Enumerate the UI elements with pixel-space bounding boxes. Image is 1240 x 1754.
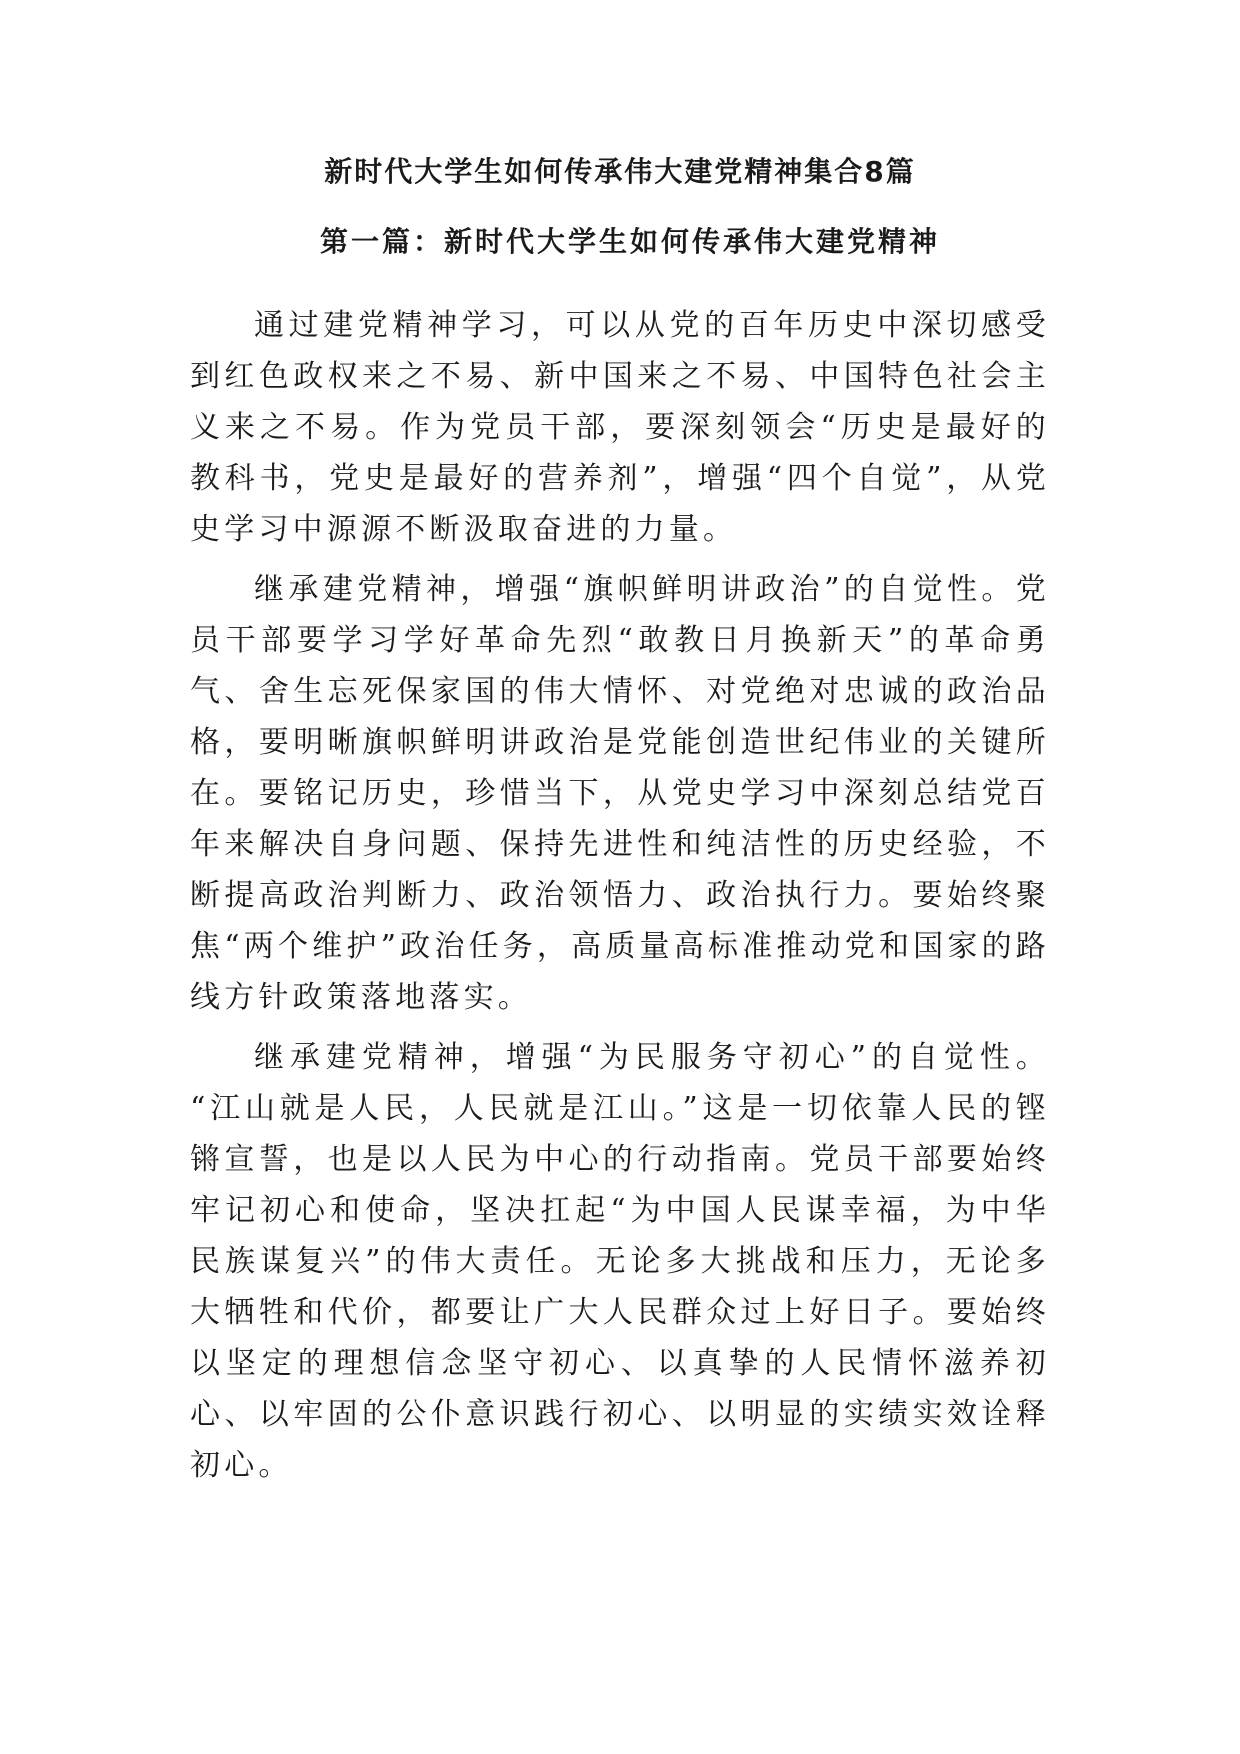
section-subtitle: 第一篇：新时代大学生如何传承伟大建党精神 — [320, 225, 941, 258]
body-paragraph: 通过建党精神学习，可以从党的百年历史中深切感受到红色政权来之不易、新中国来之不易、中国特色社会主义来之不易。作为党员干部，要深刻领会“历史是最好的教科书，党史是最好的营养剂”，增强“四个自觉”，从党史学习中源源不断汲取奋进的力量。 — [190, 308, 1050, 547]
body-paragraph: 继承建党精神，增强“为民服务守初心”的自觉性。 “江山就是人民，人民就是江山。”这是一切依靠人民的铿锵宣誓，也是以人民为中心的行动指南。党员干部要始终牢记初心和使命，坚决扛起“为中国人民谋幸福，为中华民族谋复兴”的伟大责任。无论多大挑战和压力，无论多大牺牲和代价，都要让广大人民群众过上好日子。要始终以坚定的理想信念坚守初心、以真挚的人民情怀滋养初心、以牢固的公仆意识践行初心、以明显的实绩实效诠释初心。 — [190, 1040, 1050, 1483]
document-body — [190, 300, 1050, 1500]
body-paragraph: 继承建党精神，增强“旗帜鲜明讲政治”的自觉性。党员干部要学习学好革命先烈“敢教日月换新天”的革命勇气、舍生忘死保家国的伟大情怀、对党绝对忠诚的政治品格，要明晰旗帜鲜明讲政治是党能创造世纪伟业的关键所在。要铭记历史，珍惜当下，从党史学习中深刻总结党百年来解决自身问题、保持先进性和纯洁性的历史经验，不断提高政治判断力、政治领悟力、政治执行力。要始终聚焦“两个维护”政治任务，高质量高标准推动党和国家的路线方针政策落地落实。 — [190, 572, 1050, 1015]
document-title: 新时代大学生如何传承伟大建党精神集合8篇 — [324, 155, 916, 188]
